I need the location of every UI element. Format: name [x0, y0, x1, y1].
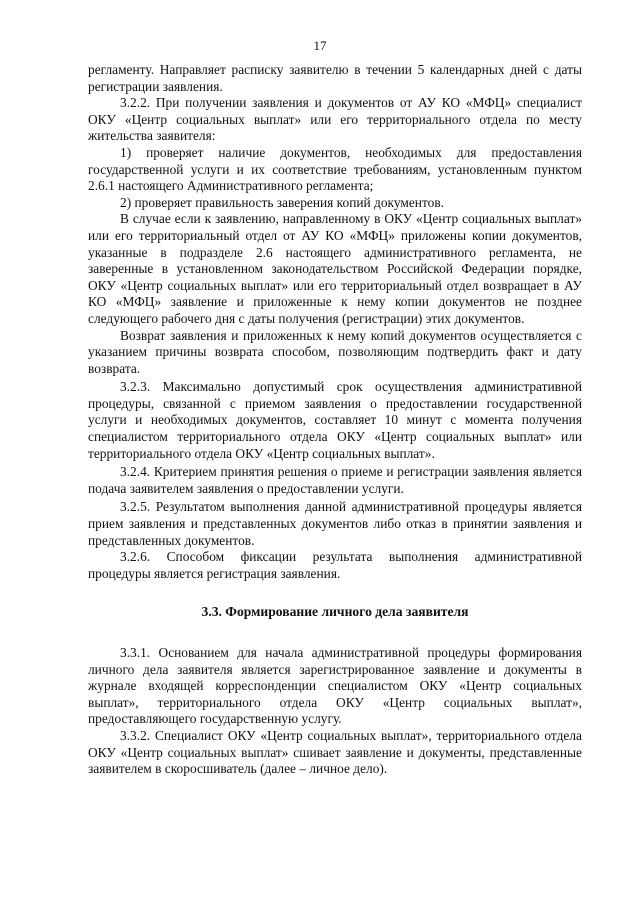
document-body [88, 62, 582, 778]
paragraph: 3.2.4. Критерием принятия решения о приеме и регистрации заявления является подача заявителем заявления о предоставлении услуги. [88, 464, 582, 496]
paragraph: 3.2.5. Результатом выполнения данной административной процедуры является прием заявления и представленных документов либо отказ в принятии заявления и представленных документов. [88, 499, 582, 548]
section-heading: 3.3. Формирование личного дела заявителя [201, 604, 469, 620]
paragraph: 3.2.3. Максимально допустимый срок осуществления административной процедуры, связанной с приемом заявления о предоставлении государственной услуги и необходимых документов, составляет 10 минут с момента получения специалистом территориального отдела ОКУ «Центр социальных выплат» или территориального отдела ОКУ «Центр социальных выплат». [88, 379, 582, 461]
paragraph: 3.3.2. Специалист ОКУ «Центр социальных выплат», территориального отдела ОКУ «Центр социальных выплат» сшивает заявление и документы, представленные заявителем в скоросшиватель (далее – личное дело). [88, 727, 582, 777]
paragraph: 3.2.6. Способом фиксации результата выполнения административной процедуры является регистрация заявления. [88, 549, 582, 581]
paragraph: Возврат заявления и приложенных к нему копий документов осуществляется с указанием причины возврата способом, позволяющим подтвердить факт и дату возврата. [88, 327, 582, 376]
paragraph: 3.3.1. Основанием для начала административной процедуры формирования личного дела заявителя является зарегистрированное заявление и документы в журнале входящей корреспонденции специалистом ОКУ «Центр социальных выплат», территориального отдела ОКУ «Центр социальных выплат», предоставляющего государственную услугу. [88, 645, 582, 727]
paragraph: 3.2.2. При получении заявления и документов от АУ КО «МФЦ» специалист ОКУ «Центр социальных выплат» или его территориального отдела по месту жительства заявителя: [88, 95, 582, 144]
list-item: 2) проверяет правильность заверения копий документов. [120, 194, 445, 210]
list-item: 1) проверяет наличие документов, необходимых для предоставления государственной услуги и их соответствие требованиям, установленным пунктом 2.6.1 настоящего Административного регламента; [88, 144, 582, 194]
paragraph: регламенту. Направляет расписку заявителю в течении 5 календарных дней с даты регистрации заявления. [88, 62, 582, 94]
page-number: 17 [313, 38, 327, 53]
paragraph: В случае если к заявлению, направленному в ОКУ «Центр социальных выплат» или его территориальный отдел от АУ КО «МФЦ» приложены копии документов, указанные в подразделе 2.6 настоящего административного регламента, не заверенные в установленном законодательством Российской Федерации порядке, ОКУ «Центр социальных выплат» или его территориальный отдел возвращает в АУ КО «МФЦ» заявление и приложенные к нему копии документов не позднее следующего рабочего дня с даты получения (регистрации) этих документов. [88, 211, 582, 326]
